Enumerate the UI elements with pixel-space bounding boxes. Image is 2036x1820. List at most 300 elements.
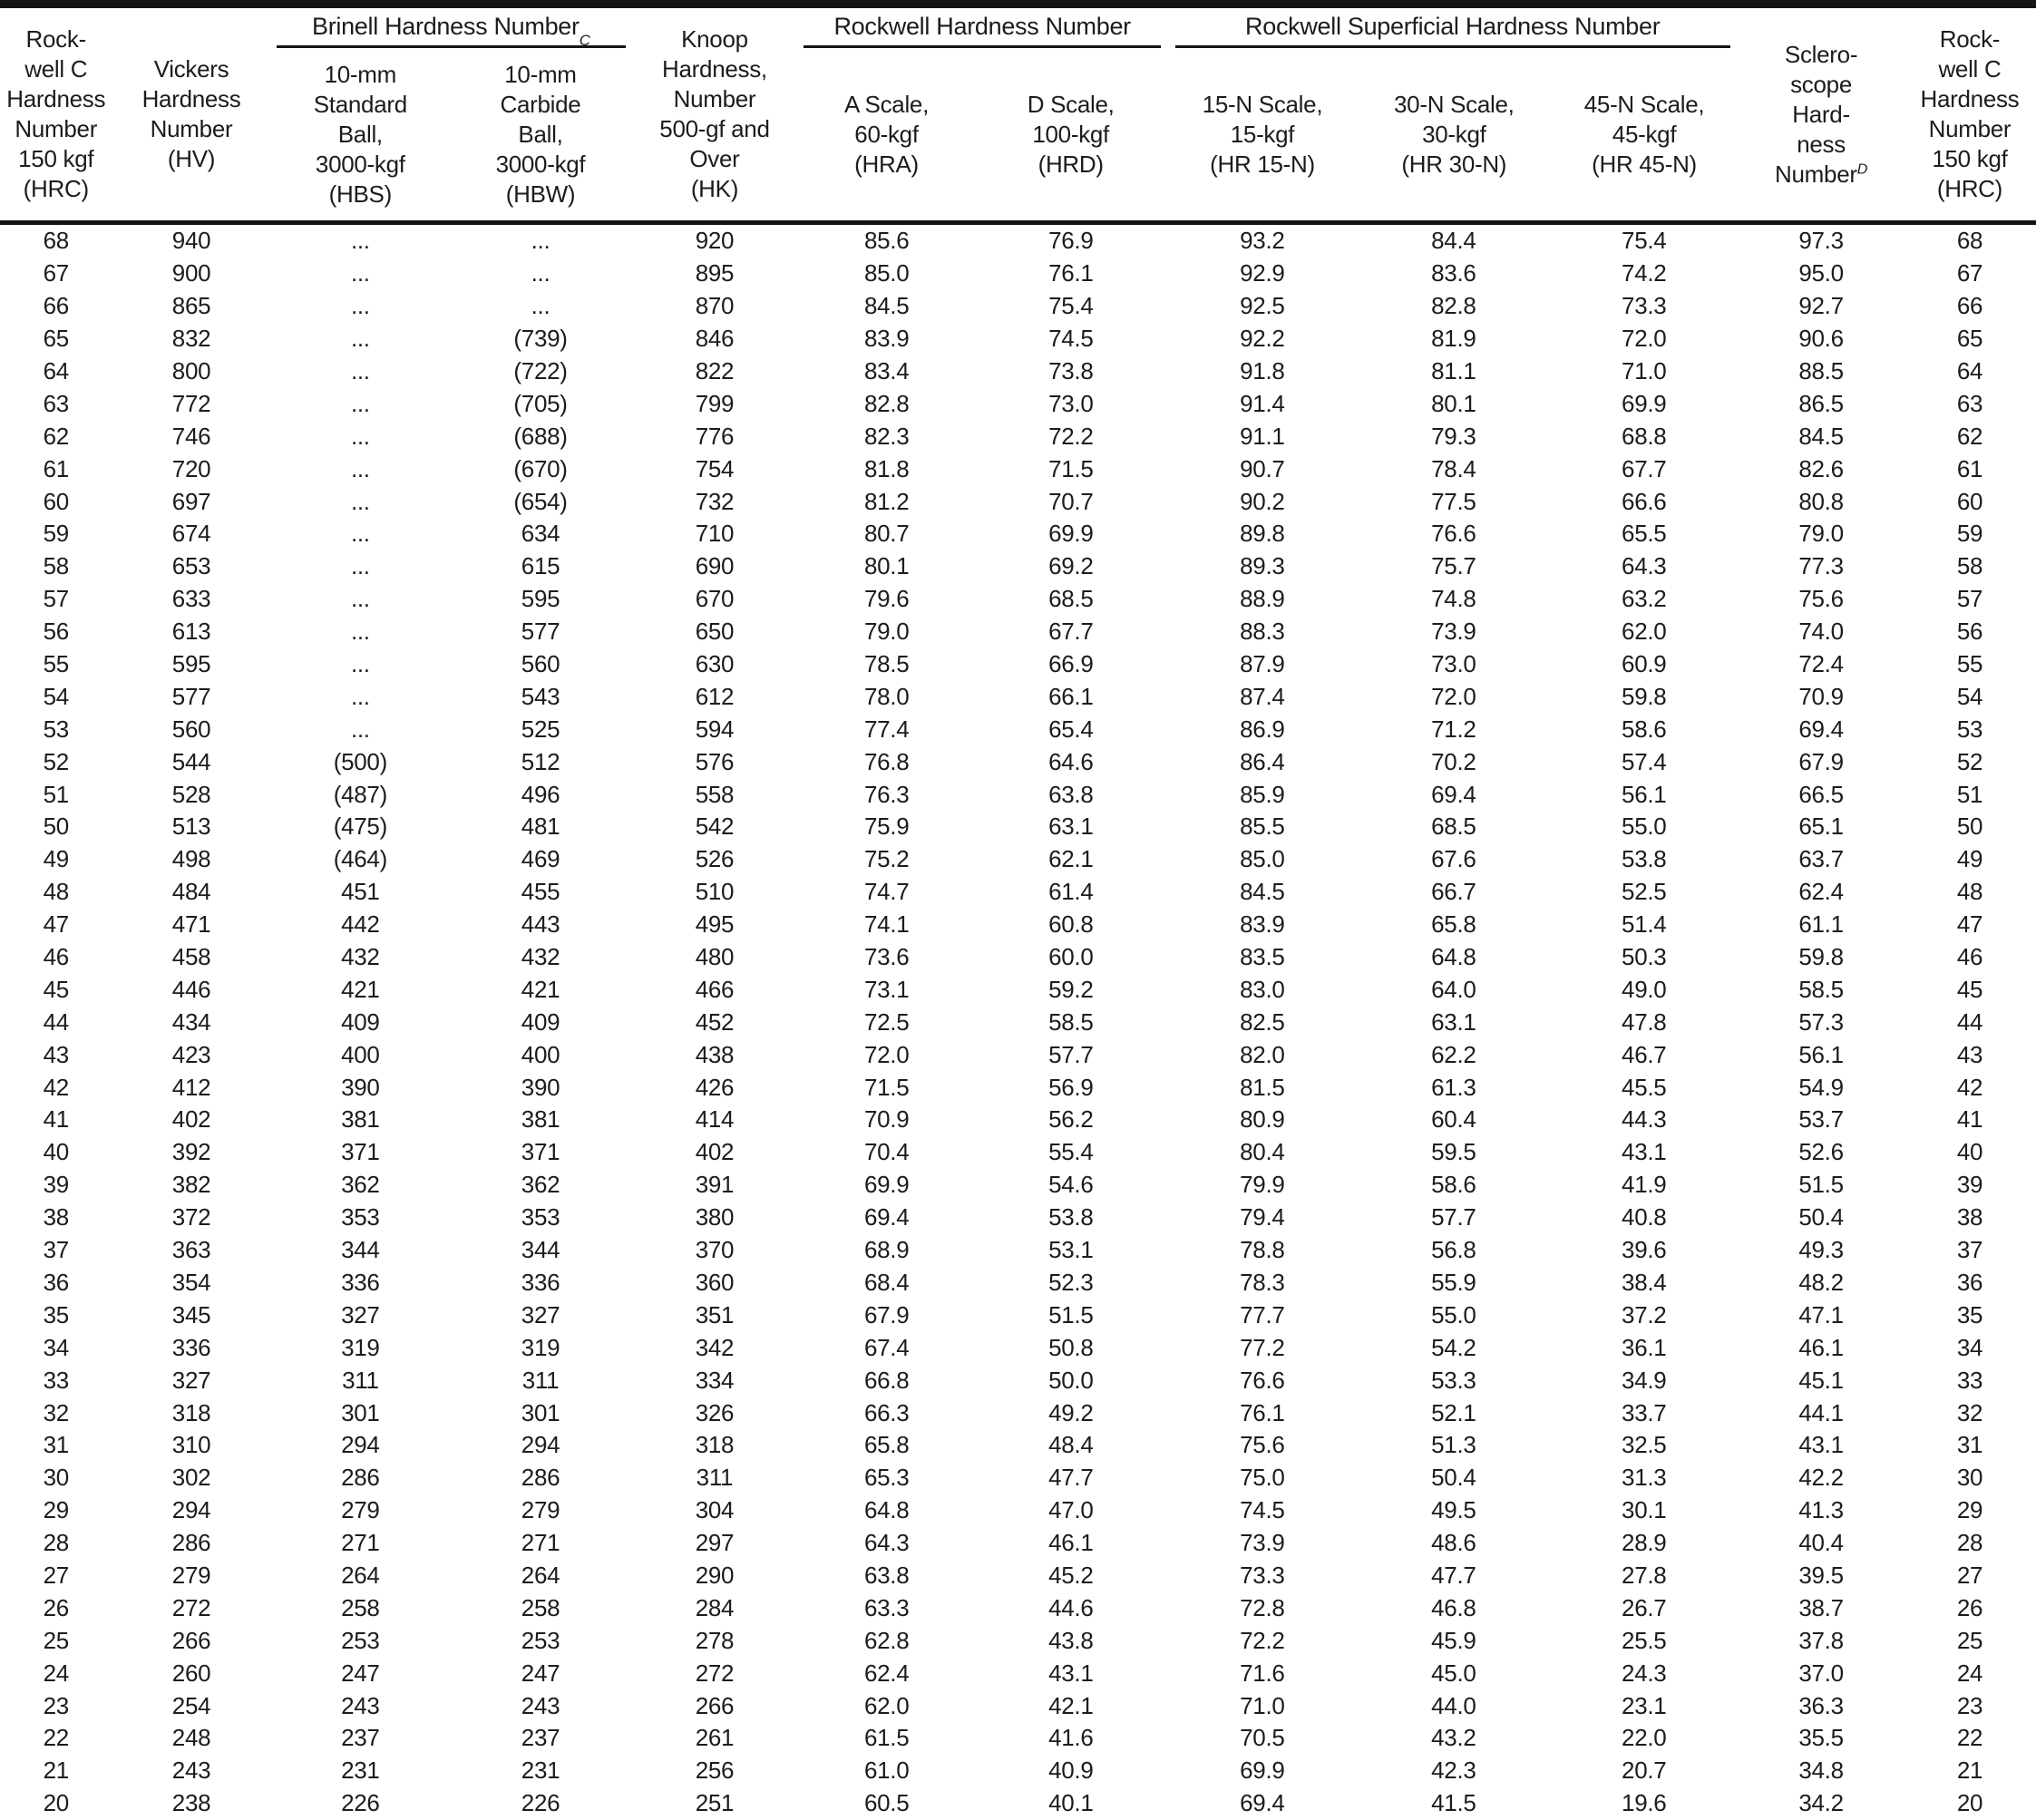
cell-hra: 70.9: [863, 1105, 910, 1134]
cell-hr45n: 31.3: [1622, 1464, 1667, 1492]
cell-hrd: 63.1: [1048, 813, 1094, 841]
cell-hv: 446: [171, 975, 211, 1003]
cell-hra: 62.8: [863, 1626, 910, 1654]
cell-hrc-right: 27: [1956, 1561, 1983, 1589]
cell-hv: 613: [171, 618, 211, 646]
cell-hr30n: 64.8: [1431, 943, 1476, 971]
column-header-hrd: [975, 48, 1166, 220]
table-row: [0, 1331, 2036, 1364]
cell-hbs: 371: [341, 1138, 380, 1166]
cell-hrc-right: 42: [1956, 1073, 1983, 1101]
cell-hrc-left: 20: [43, 1789, 69, 1817]
cell-hv: 674: [171, 520, 211, 548]
header-line: Rock-: [1939, 25, 2001, 53]
cell-hrc-left: 37: [43, 1236, 69, 1264]
cell-hk: 256: [695, 1757, 735, 1785]
cell-hrc-left: 22: [43, 1724, 69, 1752]
table-row: [0, 1364, 2036, 1397]
cell-hbw: 560: [521, 650, 560, 678]
cell-hv: 302: [171, 1464, 211, 1492]
table-row: [0, 550, 2036, 583]
cell-scleroscope: 38.7: [1798, 1593, 1844, 1621]
cell-hv: 382: [171, 1171, 211, 1199]
table-row: [0, 1169, 2036, 1202]
cell-hra: 72.5: [863, 1007, 910, 1036]
cell-hr45n: 19.6: [1622, 1789, 1667, 1817]
cell-hrc-left: 67: [43, 259, 69, 287]
cell-hrc-right: 41: [1956, 1105, 1983, 1134]
cell-hbw: 525: [521, 715, 560, 743]
cell-hr45n: 44.3: [1622, 1105, 1667, 1134]
cell-hrc-right: 51: [1956, 780, 1983, 808]
cell-hr45n: 62.0: [1622, 618, 1667, 646]
cell-hr45n: 47.8: [1622, 1007, 1667, 1036]
header-line: Hardness,: [662, 55, 767, 83]
cell-hv: 484: [171, 878, 211, 906]
cell-hra: 73.6: [863, 943, 910, 971]
cell-hbs: 294: [341, 1431, 380, 1459]
cell-hr15n: 84.5: [1240, 878, 1285, 906]
cell-hra: 84.5: [863, 292, 910, 320]
cell-hbs: ...: [350, 357, 370, 384]
cell-hv: 318: [171, 1398, 211, 1426]
cell-hv: 363: [171, 1236, 211, 1264]
cell-hbs: (475): [333, 813, 387, 841]
cell-hr15n: 85.5: [1240, 813, 1285, 841]
cell-hk: 776: [695, 422, 735, 450]
table-row: [0, 1722, 2036, 1755]
cell-scleroscope: 79.0: [1798, 520, 1844, 548]
cell-hbs: 421: [341, 975, 380, 1003]
cell-hk: 370: [695, 1236, 735, 1264]
cell-hra: 82.8: [863, 389, 910, 417]
header-line: 60-kgf: [854, 120, 919, 148]
cell-hrc-left: 47: [43, 910, 69, 939]
header-line: A Scale,: [844, 90, 930, 118]
cell-hr30n: 81.9: [1431, 325, 1476, 353]
cell-hr45n: 74.2: [1622, 259, 1667, 287]
cell-hr30n: 55.9: [1431, 1268, 1476, 1296]
cell-hrc-right: 47: [1956, 910, 1983, 939]
cell-hrc-right: 66: [1956, 292, 1983, 320]
cell-hr15n: 81.5: [1240, 1073, 1285, 1101]
cell-hrc-right: 52: [1956, 747, 1983, 775]
header-line: well C: [24, 55, 88, 83]
cell-hr15n: 70.5: [1240, 1724, 1285, 1752]
cell-scleroscope: 80.8: [1798, 487, 1844, 515]
cell-hv: 697: [171, 487, 211, 515]
cell-hra: 78.5: [863, 650, 910, 678]
cell-hbw: 577: [521, 618, 560, 646]
cell-hrc-right: 32: [1956, 1398, 1983, 1426]
cell-hrd: 55.4: [1048, 1138, 1094, 1166]
cell-hbw: 432: [521, 943, 560, 971]
cell-hv: 772: [171, 389, 211, 417]
cell-hrd: 70.7: [1048, 487, 1094, 515]
cell-hbs: 301: [341, 1398, 380, 1426]
cell-hrc-left: 49: [43, 845, 69, 873]
cell-hrc-right: 44: [1956, 1007, 1983, 1036]
cell-hrd: 56.9: [1048, 1073, 1094, 1101]
cell-hra: 85.0: [863, 259, 910, 287]
cell-hv: 653: [171, 552, 211, 580]
table-row: [0, 1397, 2036, 1429]
cell-hr45n: 67.7: [1622, 454, 1667, 482]
cell-hbw: 237: [521, 1724, 560, 1752]
cell-hr30n: 77.5: [1431, 487, 1476, 515]
cell-hrc-left: 36: [43, 1268, 69, 1296]
cell-hr45n: 58.6: [1622, 715, 1667, 743]
cell-hrc-right: 62: [1956, 422, 1983, 450]
cell-hbs: 319: [341, 1333, 380, 1361]
cell-hbw: 400: [521, 1040, 560, 1068]
cell-hrc-left: 30: [43, 1464, 69, 1492]
table-row: [0, 420, 2036, 453]
cell-hra: 75.2: [863, 845, 910, 873]
cell-hk: 318: [695, 1431, 735, 1459]
cell-scleroscope: 56.1: [1798, 1040, 1844, 1068]
cell-hbs: 451: [341, 878, 380, 906]
cell-hrd: 67.7: [1048, 618, 1094, 646]
cell-hr30n: 78.4: [1431, 454, 1476, 482]
cell-hr30n: 71.2: [1431, 715, 1476, 743]
cell-hbw: 512: [521, 747, 560, 775]
cell-hrd: 49.2: [1048, 1398, 1094, 1426]
cell-hr15n: 83.0: [1240, 975, 1285, 1003]
cell-scleroscope: 61.1: [1798, 910, 1844, 939]
cell-hv: 336: [171, 1333, 211, 1361]
cell-hr45n: 51.4: [1622, 910, 1667, 939]
cell-scleroscope: 48.2: [1798, 1268, 1844, 1296]
cell-hk: 297: [695, 1529, 735, 1557]
header-line-stack: [1166, 90, 1358, 180]
cell-hk: 732: [695, 487, 735, 515]
header-line: 150 kgf: [1932, 145, 2008, 172]
cell-hr15n: 73.9: [1240, 1529, 1285, 1557]
cell-hrc-left: 51: [43, 780, 69, 808]
cell-hr45n: 36.1: [1622, 1333, 1667, 1361]
cell-hk: 466: [695, 975, 735, 1003]
cell-hrd: 68.5: [1048, 585, 1094, 613]
cell-hbw: 634: [521, 520, 560, 548]
table-row: [0, 225, 2036, 258]
cell-hv: 248: [171, 1724, 211, 1752]
cell-hr45n: 68.8: [1622, 422, 1667, 450]
header-line-stack: [1550, 90, 1739, 180]
cell-hr30n: 63.1: [1431, 1007, 1476, 1036]
cell-hbw: 301: [521, 1398, 560, 1426]
cell-hk: 690: [695, 552, 735, 580]
cell-hra: 61.5: [863, 1724, 910, 1752]
cell-hv: 286: [171, 1529, 211, 1557]
cell-scleroscope: 41.3: [1798, 1496, 1844, 1524]
cell-scleroscope: 66.5: [1798, 780, 1844, 808]
cell-hrc-left: 63: [43, 389, 69, 417]
group-header-rockwell-superficial: [1166, 8, 1739, 220]
cell-hr15n: 80.4: [1240, 1138, 1285, 1166]
table-row: [0, 485, 2036, 518]
cell-hr30n: 68.5: [1431, 813, 1476, 841]
cell-scleroscope: 65.1: [1798, 813, 1844, 841]
table-row: [0, 1527, 2036, 1560]
cell-hbs: ...: [350, 227, 370, 255]
cell-hbs: 344: [341, 1236, 380, 1264]
cell-hbs: 353: [341, 1203, 380, 1231]
cell-hv: 310: [171, 1431, 211, 1459]
cell-hbs: 226: [341, 1789, 380, 1817]
cell-hbw: (739): [513, 325, 568, 353]
cell-hbw: 327: [521, 1300, 560, 1329]
cell-hrc-right: 59: [1956, 520, 1983, 548]
table-row: [0, 1624, 2036, 1657]
cell-hbs: ...: [350, 454, 370, 482]
cell-hr45n: 34.9: [1622, 1366, 1667, 1394]
cell-hrc-right: 54: [1956, 682, 1983, 710]
cell-hr30n: 65.8: [1431, 910, 1476, 939]
cell-hr30n: 76.6: [1431, 520, 1476, 548]
cell-hbs: 286: [341, 1464, 380, 1492]
cell-hrc-right: 63: [1956, 389, 1983, 417]
group-title-brinell: Brinell Hardness Number C: [311, 13, 590, 49]
cell-hbw: ...: [531, 259, 550, 287]
cell-hr15n: 86.9: [1240, 715, 1285, 743]
cell-hv: 720: [171, 454, 211, 482]
cell-hbs: ...: [350, 682, 370, 710]
cell-hra: 85.6: [863, 227, 910, 255]
header-line: Hardness: [6, 85, 106, 112]
cell-hr30n: 82.8: [1431, 292, 1476, 320]
cell-hrc-right: 60: [1956, 487, 1983, 515]
cell-hrc-right: 50: [1956, 813, 1983, 841]
cell-hbs: (487): [333, 780, 387, 808]
cell-hk: 670: [695, 585, 735, 613]
cell-hr45n: 22.0: [1622, 1724, 1667, 1752]
cell-hrc-left: 35: [43, 1300, 69, 1329]
cell-hbs: ...: [350, 520, 370, 548]
cell-hrc-right: 36: [1956, 1268, 1983, 1296]
cell-hbw: ...: [531, 227, 550, 255]
cell-hv: 266: [171, 1626, 211, 1654]
cell-hr45n: 39.6: [1622, 1236, 1667, 1264]
cell-hr30n: 54.2: [1431, 1333, 1476, 1361]
cell-hrd: 60.8: [1048, 910, 1094, 939]
cell-hr45n: 59.8: [1622, 682, 1667, 710]
cell-hrc-left: 53: [43, 715, 69, 743]
cell-hbw: 496: [521, 780, 560, 808]
cell-hra: 75.9: [863, 813, 910, 841]
header-line: Rock-: [25, 25, 86, 53]
cell-hk: 822: [695, 357, 735, 384]
cell-scleroscope: 53.7: [1798, 1105, 1844, 1134]
cell-hv: 544: [171, 747, 211, 775]
cell-hbs: 279: [341, 1496, 380, 1524]
header-line: Number: [150, 115, 233, 142]
header-line-stack: [1359, 90, 1550, 180]
cell-hr30n: 66.7: [1431, 878, 1476, 906]
cell-hr30n: 70.2: [1431, 747, 1476, 775]
cell-scleroscope: 37.8: [1798, 1626, 1844, 1654]
cell-hrd: 60.0: [1048, 943, 1094, 971]
cell-hk: 414: [695, 1105, 735, 1134]
cell-scleroscope: 92.7: [1798, 292, 1844, 320]
cell-hrc-right: 29: [1956, 1496, 1983, 1524]
cell-hrc-right: 58: [1956, 552, 1983, 580]
header-line: well C: [1938, 55, 2002, 83]
cell-scleroscope: 47.1: [1798, 1300, 1844, 1329]
table-row: [0, 290, 2036, 323]
cell-hra: 66.3: [863, 1398, 910, 1426]
cell-hr15n: 72.2: [1240, 1626, 1285, 1654]
cell-hr15n: 92.9: [1240, 259, 1285, 287]
table-row: [0, 941, 2036, 974]
cell-hbs: ...: [350, 552, 370, 580]
cell-hbs: 381: [341, 1105, 380, 1134]
cell-hr30n: 46.8: [1431, 1593, 1476, 1621]
cell-hrd: 61.4: [1048, 878, 1094, 906]
cell-hrc-left: 39: [43, 1171, 69, 1199]
cell-hrd: 73.8: [1048, 357, 1094, 384]
cell-hrc-left: 31: [43, 1431, 69, 1459]
cell-hra: 79.0: [863, 618, 910, 646]
cell-hra: 64.8: [863, 1496, 910, 1524]
cell-hr30n: 41.5: [1431, 1789, 1476, 1817]
cell-hra: 63.8: [863, 1561, 910, 1589]
cell-hk: 251: [695, 1789, 735, 1817]
cell-hk: 278: [695, 1626, 735, 1654]
cell-hk: 426: [695, 1073, 735, 1101]
cell-hrd: 76.9: [1048, 227, 1094, 255]
cell-scleroscope: 84.5: [1798, 422, 1844, 450]
cell-scleroscope: 39.5: [1798, 1561, 1844, 1589]
cell-hk: 558: [695, 780, 735, 808]
header-line: (HRC): [23, 175, 89, 202]
cell-scleroscope: 36.3: [1798, 1691, 1844, 1719]
cell-hrc-left: 41: [43, 1105, 69, 1134]
header-line: (HRD): [1037, 150, 1104, 178]
cell-hk: 261: [695, 1724, 735, 1752]
table-row: [0, 1689, 2036, 1722]
cell-hra: 83.9: [863, 325, 910, 353]
cell-hbs: 400: [341, 1040, 380, 1068]
cell-hrc-left: 38: [43, 1203, 69, 1231]
cell-hv: 279: [171, 1561, 211, 1589]
cell-hv: 372: [171, 1203, 211, 1231]
cell-hbs: 264: [341, 1561, 380, 1589]
cell-hbs: 243: [341, 1691, 380, 1719]
table-row: [0, 1104, 2036, 1136]
table-row: [0, 1787, 2036, 1820]
cell-hbw: 243: [521, 1691, 560, 1719]
cell-hrc-left: 60: [43, 487, 69, 515]
cell-hr15n: 79.4: [1240, 1203, 1285, 1231]
table-row: [0, 973, 2036, 1006]
cell-hv: 345: [171, 1300, 211, 1329]
cell-hv: 633: [171, 585, 211, 613]
cell-hr30n: 47.7: [1431, 1561, 1476, 1589]
cell-hk: 380: [695, 1203, 735, 1231]
header-line: D Scale,: [1027, 90, 1115, 118]
table-row: [0, 648, 2036, 681]
cell-hrc-left: 26: [43, 1593, 69, 1621]
cell-hrc-right: 55: [1956, 650, 1983, 678]
cell-hbw: 381: [521, 1105, 560, 1134]
cell-hbw: ...: [531, 292, 550, 320]
cell-hbw: 344: [521, 1236, 560, 1264]
header-line: Number: [1928, 115, 2012, 142]
group-title-rockwell: Rockwell Hardness Number: [833, 13, 1131, 40]
cell-hra: 82.3: [863, 422, 910, 450]
table-row: [0, 518, 2036, 550]
table-row: [0, 583, 2036, 616]
cell-hk: 284: [695, 1593, 735, 1621]
cell-hrd: 66.1: [1048, 682, 1094, 710]
cell-hra: 76.8: [863, 747, 910, 775]
cell-hk: 438: [695, 1040, 735, 1068]
cell-hrd: 72.2: [1048, 422, 1094, 450]
header-line: Ball,: [518, 120, 563, 148]
cell-hrc-right: 25: [1956, 1626, 1983, 1654]
cell-scleroscope: 52.6: [1798, 1138, 1844, 1166]
cell-hr45n: 66.6: [1622, 487, 1667, 515]
cell-hrc-right: 65: [1956, 325, 1983, 353]
cell-hr30n: 83.6: [1431, 259, 1476, 287]
cell-hrc-left: 48: [43, 878, 69, 906]
cell-hrd: 69.2: [1048, 552, 1094, 580]
cell-hrc-right: 26: [1956, 1593, 1983, 1621]
cell-hrc-right: 64: [1956, 357, 1983, 384]
cell-hbs: 253: [341, 1626, 380, 1654]
cell-hra: 81.8: [863, 454, 910, 482]
cell-hrc-left: 40: [43, 1138, 69, 1166]
cell-hbw: 455: [521, 878, 560, 906]
cell-hr45n: 26.7: [1622, 1593, 1667, 1621]
cell-hbs: 271: [341, 1529, 380, 1557]
cell-hbw: 443: [521, 910, 560, 939]
cell-hrc-right: 22: [1956, 1724, 1983, 1752]
cell-hr15n: 87.9: [1240, 650, 1285, 678]
cell-hrc-left: 45: [43, 975, 69, 1003]
cell-hrc-right: 23: [1956, 1691, 1983, 1719]
cell-hrd: 63.8: [1048, 780, 1094, 808]
cell-hra: 77.4: [863, 715, 910, 743]
header-line: Hardness: [141, 85, 241, 112]
table-row: [0, 909, 2036, 941]
cell-hra: 71.5: [863, 1073, 910, 1101]
cell-hr45n: 37.2: [1622, 1300, 1667, 1329]
cell-hra: 74.7: [863, 878, 910, 906]
cell-hk: 630: [695, 650, 735, 678]
cell-hbs: 258: [341, 1593, 380, 1621]
header-line: (HBS): [328, 180, 392, 208]
cell-hrc-left: 52: [43, 747, 69, 775]
cell-hbw: 231: [521, 1757, 560, 1785]
cell-hr30n: 45.0: [1431, 1659, 1476, 1687]
cell-hra: 69.9: [863, 1171, 910, 1199]
cell-hrd: 48.4: [1048, 1431, 1094, 1459]
cell-hbw: 409: [521, 1007, 560, 1036]
cell-hr45n: 73.3: [1622, 292, 1667, 320]
cell-scleroscope: 82.6: [1798, 454, 1844, 482]
cell-hrd: 69.9: [1048, 520, 1094, 548]
cell-hbs: ...: [350, 259, 370, 287]
cell-hrc-right: 28: [1956, 1529, 1983, 1557]
cell-hr15n: 76.1: [1240, 1398, 1285, 1426]
header-line: Vickers: [153, 55, 229, 83]
cell-hk: 870: [695, 292, 735, 320]
header-line: Over: [689, 145, 740, 172]
cell-hrd: 76.1: [1048, 259, 1094, 287]
cell-hr45n: 75.4: [1622, 227, 1667, 255]
